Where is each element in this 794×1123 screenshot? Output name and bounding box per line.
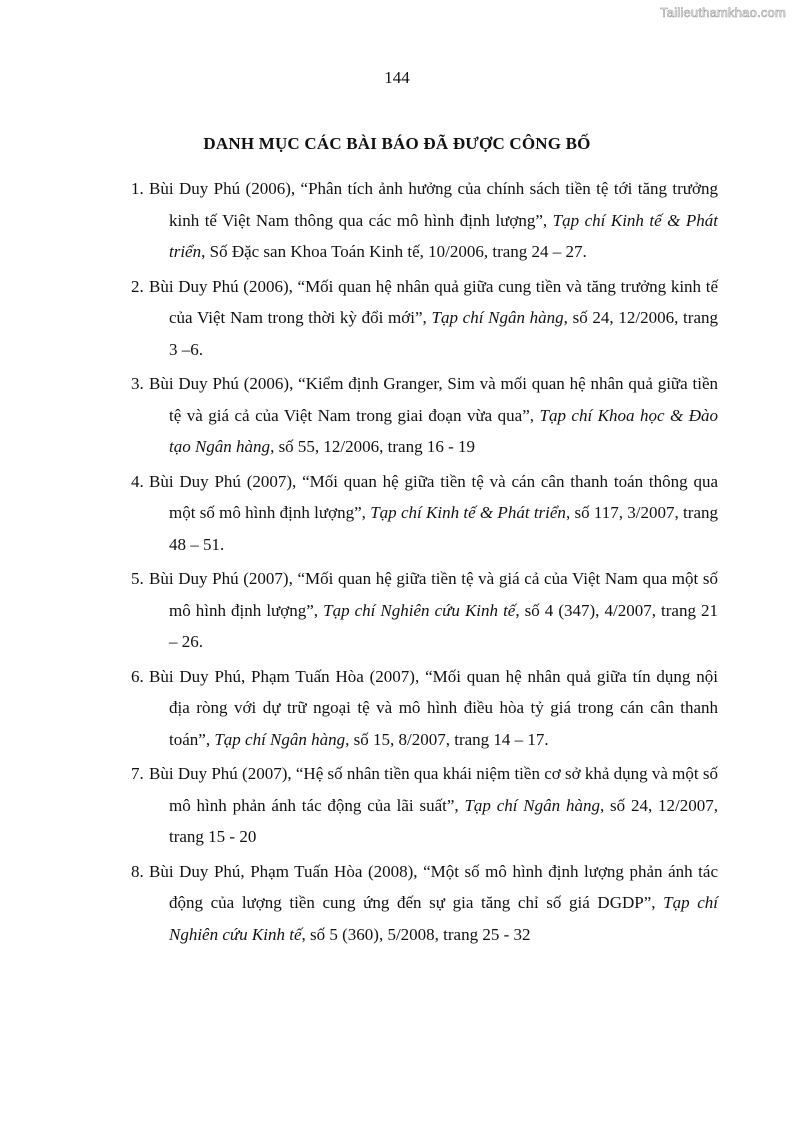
page-title: DANH MỤC CÁC BÀI BÁO ĐÃ ĐƯỢC CÔNG BỐ [203,134,591,153]
reference-journal: Tạp chí Ngân hàng [214,729,346,749]
reference-item-6 [131,661,718,756]
reference-item-7 [131,758,718,853]
reference-item-5 [131,563,718,658]
reference-details: , số 15, 8/2007, trang 14 – 17. [345,729,549,749]
reference-item-2 [131,271,718,366]
reference-journal: Tạp chí Ngân hàng [431,308,564,327]
reference-number: 6. [131,666,144,686]
reference-number: 4. [131,471,144,491]
reference-number: 5. [131,569,144,588]
watermark: Tailieuthamkhao.com [660,5,786,20]
reference-text: Bùi Duy Phú (2007), “Mối quan hệ giữa tiền tệ và giá cả của Việt Nam qua một số mô hình định lượng”, [149,569,718,620]
reference-journal: Tạp chí Nghiên cứu Kinh tế [323,600,516,620]
reference-text: Bùi Duy Phú (2007), “Mối quan hệ giữa tiền tệ và cán cân thanh toán thông qua một số mô hình định lượng”, [149,471,718,522]
reference-details: , số 55, 12/2006, trang 16 - 19 [270,437,475,456]
reference-journal: Tạp chí Nghiên cứu Kinh tế [169,893,718,944]
reference-item-8 [131,856,718,951]
reference-number: 1. [131,179,144,198]
reference-details: , số 117, 3/2007, trang 48 – 51. [169,503,718,554]
reference-details: , số 5 (360), 5/2008, trang 25 - 32 [301,924,531,944]
reference-number: 8. [131,861,144,881]
reference-details: , Số Đặc san Khoa Toán Kinh tế, 10/2006, trang 24 – 27. [201,242,587,261]
reference-details: , số 4 (347), 4/2007, trang 21 – 26. [169,600,718,651]
reference-list [131,173,718,953]
reference-journal: Tạp chí Kinh tế & Phát triển [370,503,566,522]
page-number: 144 [384,68,410,87]
reference-text: Bùi Duy Phú, Phạm Tuấn Hòa (2008), “Một số mô hình định lượng phản ánh tác động của lượng tiền cung ứng đến sự gia tăng chỉ số giá DGDP”, [149,861,718,912]
reference-number: 7. [131,764,144,783]
reference-text: Bùi Duy Phú (2006), “Phân tích ảnh hưởng của chính sách tiền tệ tới tăng trưởng kinh tế Việt Nam thông qua các mô hình định lượng”, [149,179,718,230]
reference-item-1 [131,173,718,268]
reference-details: , số 24, 12/2006, trang 3 –6. [169,308,718,359]
reference-text: Bùi Duy Phú, Phạm Tuấn Hòa (2007), “Mối quan hệ nhân quả giữa tín dụng nội địa ròng với dự trữ ngoại tệ và mô hình điều hòa tỷ giá trong cán cân thanh toán”, [149,666,718,749]
reference-journal: Tạp chí Kinh tế & Phát triển [169,210,718,261]
reference-number: 3. [131,374,144,393]
reference-number: 2. [131,276,144,296]
reference-journal: Tạp chí Khoa học & Đào tạo Ngân hàng [169,405,718,456]
reference-text: Bùi Duy Phú (2006), “Mối quan hệ nhân quả giữa cung tiền và tăng trưởng kinh tế của Việt Nam trong thời kỳ đổi mới”, [149,276,718,327]
reference-journal: Tạp chí Ngân hàng [464,795,600,815]
reference-item-4 [131,466,718,561]
reference-item-3 [131,368,718,463]
reference-text: Bùi Duy Phú (2006), “Kiểm định Granger, Sim và mối quan hệ nhân quả giữa tiền tệ và giá cả của Việt Nam trong giai đoạn vừa qua”, [149,374,718,425]
reference-details: , số 24, 12/2007, trang 15 - 20 [169,795,719,846]
reference-text: Bùi Duy Phú (2007), “Hệ số nhân tiền qua khái niệm tiền cơ sở khả dụng và một số mô hình phản ánh tác động của lãi suất”, [149,764,718,815]
